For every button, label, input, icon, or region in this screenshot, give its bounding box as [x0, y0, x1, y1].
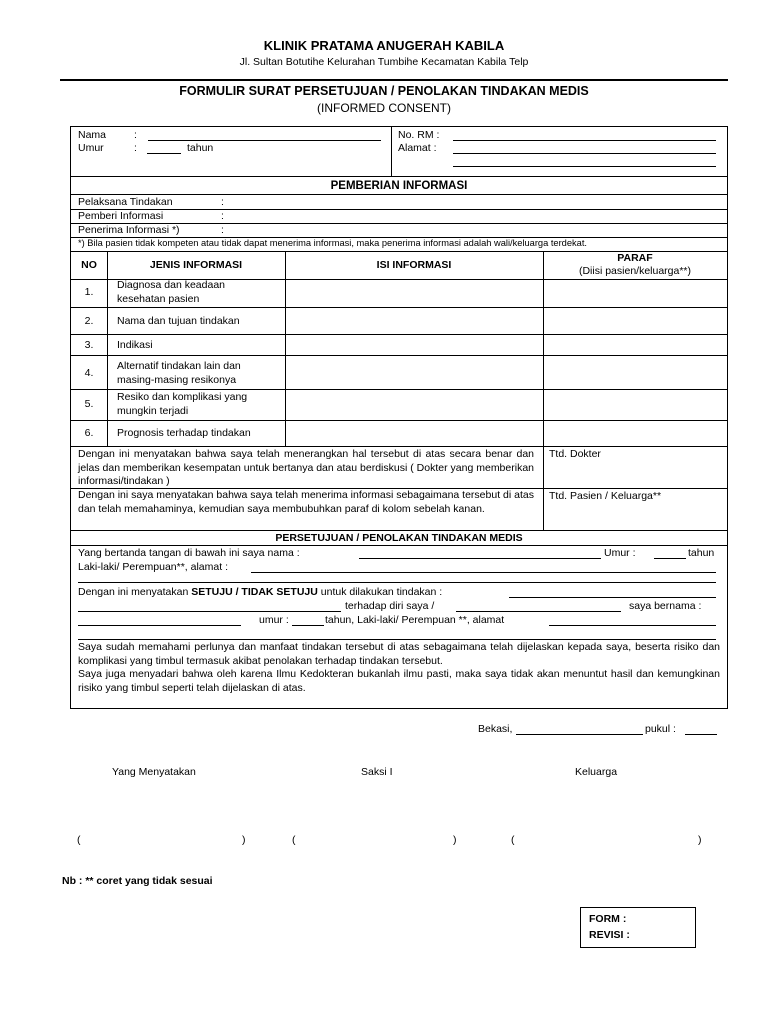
- consent-title: PERSETUJUAN / PENOLAKAN TINDAKAN MEDIS: [275, 532, 523, 544]
- consent-tahun: tahun: [688, 547, 715, 559]
- line5-alamat-field[interactable]: [549, 615, 716, 626]
- row-6-no: 6.: [84, 427, 94, 439]
- row-2-jenis: Nama dan tujuan tindakan: [117, 315, 240, 327]
- divider: [71, 307, 727, 308]
- consent-address-label: Laki-laki/ Perempuan**, alamat :: [78, 561, 228, 573]
- row-3-no: 3.: [84, 339, 94, 351]
- umur-colon: :: [134, 142, 137, 154]
- consent-paragraph-2: Saya juga menyadari bahwa oleh karena Ilmu Kedokteran bukanlah ilmu pasti, maka saya tidak akan menuntut hasil dan kemungkinan risiko yang timbul seperti telah dijelaskan di atas.: [78, 668, 720, 694]
- pukul-field[interactable]: [685, 724, 717, 735]
- consent-umur-label: Umur :: [604, 547, 636, 559]
- divider: [71, 446, 727, 447]
- footnote: Nb : ** coret yang tidak sesuai: [62, 875, 213, 887]
- no-rm-label: No. RM :: [398, 129, 440, 141]
- statement-doctor: Dengan ini menyatakan bahwa saya telah menerangkan hal tersebut di atas secara benar dan jelas dan memberikan kesempatan untuk bertanya dan atau berdiskusi ( Dokter yang memberikan informasi/tindakan ): [78, 448, 534, 487]
- consent-statement-a: Dengan ini menyatakan: [78, 586, 189, 598]
- no-rm-field[interactable]: [453, 130, 716, 141]
- consent-umur-field[interactable]: [654, 548, 686, 559]
- pukul-label: pukul :: [645, 723, 676, 735]
- line5-umur-label: umur :: [259, 614, 289, 626]
- row-2-no: 2.: [84, 315, 94, 327]
- form-revision-box: [580, 907, 696, 948]
- tindakan-field-2[interactable]: [78, 601, 341, 612]
- row-3-jenis: Indikasi: [117, 339, 153, 351]
- col-no: NO: [81, 259, 97, 271]
- sig-close-2: ): [453, 834, 457, 846]
- line5-umur-field[interactable]: [292, 615, 324, 626]
- table-vline: [285, 251, 286, 446]
- saksi-label: Saksi I: [361, 766, 393, 778]
- pemberian-informasi-title: PEMBERIAN INFORMASI: [330, 180, 468, 192]
- penerima-label: Penerima Informasi *): [78, 224, 180, 236]
- row-4-no: 4.: [84, 367, 94, 379]
- sig-close-1: ): [242, 834, 246, 846]
- pelaksana-label: Pelaksana Tindakan: [78, 196, 173, 208]
- terhadap-field[interactable]: [456, 601, 621, 612]
- keluarga-label: Keluarga: [575, 766, 618, 778]
- consent-statement-label: [78, 586, 442, 598]
- consent-form-box: [70, 126, 728, 709]
- row-5-jenis: Resiko dan komplikasi yang: [117, 391, 248, 403]
- sig-close-3: ): [698, 834, 702, 846]
- row-5-no: 5.: [84, 398, 94, 410]
- ttd-dokter-label: Ttd. Dokter: [549, 448, 601, 460]
- divider: [71, 530, 727, 531]
- consent-address-field-2[interactable]: [78, 572, 716, 583]
- divider: [71, 194, 727, 195]
- revisi-label: REVISI :: [589, 929, 630, 941]
- sig-open-3: (: [511, 834, 515, 846]
- terhadap-diri-label: terhadap diri saya /: [345, 600, 435, 612]
- penerima-colon: :: [221, 224, 224, 236]
- row-1-jenis: Diagnosa dan keadaan: [117, 279, 226, 291]
- pelaksana-colon: :: [221, 196, 224, 208]
- alamat-field-2[interactable]: [453, 156, 716, 167]
- sig-open-1: (: [77, 834, 81, 846]
- form-title: FORMULIR SURAT PERSETUJUAN / PENOLAKAN TINDAKAN MEDIS: [179, 84, 589, 98]
- col-paraf-sub: (Diisi pasien/keluarga**): [578, 265, 692, 277]
- sig-open-2: (: [292, 834, 296, 846]
- header-rule: [60, 79, 728, 81]
- divider: [71, 355, 727, 356]
- setuju-tidak-setuju: SETUJU / TIDAK SETUJU: [191, 586, 318, 598]
- clinic-address: Jl. Sultan Botutihe Kelurahan Tumbihe Kecamatan Kabila Telp: [239, 56, 529, 68]
- umur-tahun: tahun: [187, 142, 214, 154]
- row-6-jenis: Prognosis terhadap tindakan: [117, 427, 251, 439]
- consent-paragraph-1: Saya sudah memahami perlunya dan manfaat tindakan tersebut di atas sebagaimana telah dijelaskan kepada saya, beserta risiko dan komplikasi yang timbul termasuk akibat penolakan terhadap tindakan tersebut.: [78, 641, 720, 667]
- form-label: FORM :: [589, 913, 627, 925]
- nama-label: Nama: [78, 129, 107, 141]
- statement-patient: Dengan ini saya menyatakan bahwa saya telah menerima informasi sebagaimana tersebut di atas dan telah memahaminya, kemudian saya membubuhkan paraf di kolom sebelah kanan.: [78, 489, 534, 515]
- form-subtitle: (INFORMED CONSENT): [317, 101, 451, 115]
- line5-alamat-field-2[interactable]: [78, 629, 716, 640]
- row-1-no: 1.: [84, 286, 94, 298]
- line5-rest: tahun, Laki-laki/ Perempuan **, alamat: [325, 614, 505, 626]
- tindakan-field[interactable]: [509, 587, 716, 598]
- divider: [71, 420, 727, 421]
- col-jenis: JENIS INFORMASI: [149, 259, 243, 271]
- col-paraf: PARAF: [617, 252, 653, 264]
- identity-divider: [391, 127, 392, 176]
- bernama-field[interactable]: [78, 615, 241, 626]
- row-4-jenis-2: masing-masing resikonya: [117, 374, 237, 386]
- umur-label: Umur: [78, 142, 104, 154]
- date-field[interactable]: [516, 724, 643, 735]
- row-4-jenis: Alternatif tindakan lain dan: [117, 360, 241, 372]
- col-isi: ISI INFORMASI: [376, 259, 452, 271]
- table-vline: [107, 251, 108, 446]
- saya-bernama-label: saya bernama :: [629, 600, 702, 612]
- divider: [71, 334, 727, 335]
- umur-field[interactable]: [147, 143, 181, 154]
- divider: [71, 176, 727, 177]
- consent-name-field[interactable]: [359, 548, 601, 559]
- alamat-field[interactable]: [453, 143, 716, 154]
- penerima-note: *) Bila pasien tidak kompeten atau tidak dapat menerima informasi, maka penerima informasi adalah wali/keluarga terdekat.: [78, 238, 588, 248]
- nama-field[interactable]: [148, 130, 381, 141]
- clinic-name: KLINIK PRATAMA ANUGERAH KABILA: [263, 38, 505, 53]
- pemberi-label: Pemberi Informasi: [78, 210, 164, 222]
- row-5-jenis-2: mungkin terjadi: [117, 405, 189, 417]
- divider: [71, 545, 727, 546]
- yang-menyatakan-label: Yang Menyatakan: [112, 766, 196, 778]
- place-label: Bekasi,: [478, 723, 513, 735]
- divider: [71, 389, 727, 390]
- ttd-pasien-label: Ttd. Pasien / Keluarga**: [549, 490, 662, 502]
- consent-statement-c: untuk dilakukan tindakan :: [320, 586, 443, 598]
- nama-colon: :: [134, 129, 137, 141]
- divider: [71, 209, 727, 210]
- pemberi-colon: :: [221, 210, 224, 222]
- row-1-jenis-2: kesehatan pasien: [117, 293, 200, 305]
- alamat-label: Alamat :: [398, 142, 437, 154]
- consent-name-label: Yang bertanda tangan di bawah ini saya nama :: [78, 547, 300, 559]
